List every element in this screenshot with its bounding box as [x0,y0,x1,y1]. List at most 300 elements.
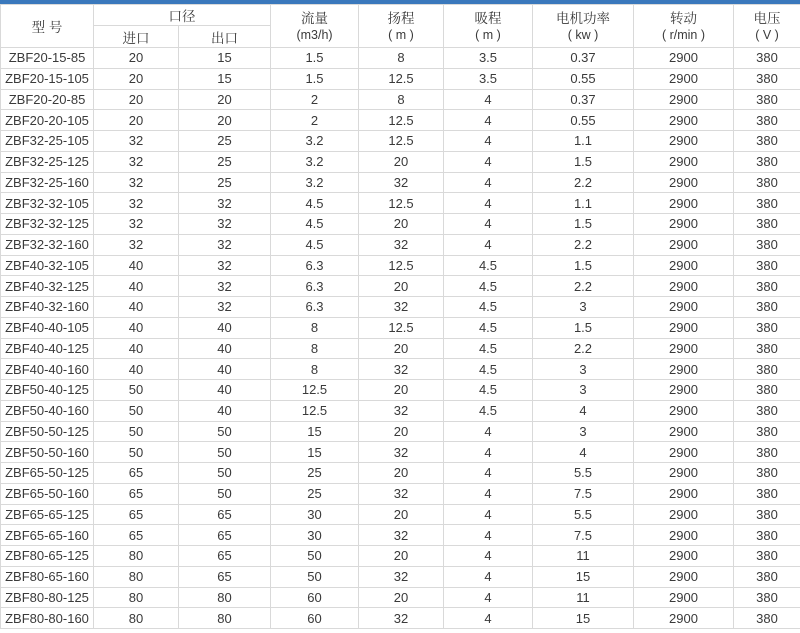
header-suction-label: 吸程 [474,10,502,26]
cell-head: 32 [359,566,444,587]
cell-flow: 8 [271,317,359,338]
cell-head: 20 [359,151,444,172]
table-row [1,463,800,484]
header-head-label: 扬程 [387,10,415,26]
header-row-top [1,5,800,26]
cell-power: 4 [533,442,634,463]
header-voltage-unit: ( V ) [755,27,779,42]
table-header [1,5,800,48]
cell-model: ZBF50-40-160 [1,400,94,421]
cell-suction: 4 [444,566,533,587]
cell-model: ZBF20-15-85 [1,48,94,69]
cell-inlet: 50 [94,442,179,463]
cell-voltage: 380 [734,110,800,131]
cell-flow: 60 [271,608,359,629]
cell-model: ZBF65-50-160 [1,483,94,504]
table-row [1,48,800,69]
cell-head: 32 [359,483,444,504]
cell-voltage: 380 [734,546,800,567]
cell-head: 20 [359,546,444,567]
cell-model: ZBF80-80-125 [1,587,94,608]
header-speed-label: 转动 [670,10,697,26]
cell-inlet: 80 [94,587,179,608]
cell-speed: 2900 [634,400,734,421]
cell-flow: 15 [271,442,359,463]
cell-head: 12.5 [359,131,444,152]
cell-model: ZBF65-65-125 [1,504,94,525]
cell-model: ZBF32-25-105 [1,131,94,152]
cell-head: 8 [359,48,444,69]
header-head [359,5,444,48]
cell-model: ZBF40-40-105 [1,317,94,338]
cell-voltage: 380 [734,151,800,172]
cell-flow: 6.3 [271,297,359,318]
cell-inlet: 65 [94,504,179,525]
table-row [1,214,800,235]
cell-suction: 4.5 [444,338,533,359]
table-row [1,442,800,463]
cell-flow: 12.5 [271,380,359,401]
table-row [1,172,800,193]
cell-head: 12.5 [359,68,444,89]
cell-power: 3 [533,421,634,442]
header-voltage-label: 电压 [753,10,781,26]
cell-power: 11 [533,587,634,608]
cell-head: 20 [359,276,444,297]
cell-voltage: 380 [734,214,800,235]
cell-power: 3 [533,380,634,401]
cell-speed: 2900 [634,214,734,235]
cell-suction: 4 [444,172,533,193]
table-body [1,48,800,629]
cell-voltage: 380 [734,89,800,110]
cell-flow: 1.5 [271,48,359,69]
table-row [1,608,800,629]
cell-speed: 2900 [634,338,734,359]
cell-voltage: 380 [734,463,800,484]
cell-voltage: 380 [734,48,800,69]
cell-head: 20 [359,214,444,235]
cell-head: 32 [359,442,444,463]
cell-flow: 15 [271,421,359,442]
cell-model: ZBF80-65-160 [1,566,94,587]
table-row [1,193,800,214]
cell-model: ZBF65-65-160 [1,525,94,546]
cell-inlet: 32 [94,131,179,152]
cell-inlet: 80 [94,566,179,587]
cell-outlet: 25 [179,151,271,172]
cell-model: ZBF40-40-125 [1,338,94,359]
cell-power: 2.2 [533,338,634,359]
cell-outlet: 65 [179,566,271,587]
cell-power: 1.5 [533,214,634,235]
cell-inlet: 32 [94,151,179,172]
cell-voltage: 380 [734,172,800,193]
cell-outlet: 65 [179,504,271,525]
cell-speed: 2900 [634,525,734,546]
cell-inlet: 40 [94,297,179,318]
table-row [1,338,800,359]
cell-power: 2.2 [533,172,634,193]
cell-power: 7.5 [533,483,634,504]
cell-power: 2.2 [533,234,634,255]
cell-speed: 2900 [634,566,734,587]
cell-suction: 4.5 [444,400,533,421]
cell-model: ZBF80-65-125 [1,546,94,567]
cell-model: ZBF50-40-125 [1,380,94,401]
cell-inlet: 40 [94,276,179,297]
cell-inlet: 40 [94,317,179,338]
cell-speed: 2900 [634,317,734,338]
cell-model: ZBF65-50-125 [1,463,94,484]
cell-inlet: 50 [94,380,179,401]
cell-suction: 3.5 [444,68,533,89]
cell-head: 12.5 [359,255,444,276]
cell-suction: 4.5 [444,317,533,338]
cell-model: ZBF32-32-105 [1,193,94,214]
cell-outlet: 15 [179,48,271,69]
cell-power: 4 [533,400,634,421]
cell-head: 8 [359,89,444,110]
cell-speed: 2900 [634,89,734,110]
table-row [1,151,800,172]
cell-power: 1.5 [533,255,634,276]
cell-outlet: 80 [179,587,271,608]
cell-speed: 2900 [634,276,734,297]
cell-suction: 4 [444,587,533,608]
cell-speed: 2900 [634,504,734,525]
cell-inlet: 20 [94,110,179,131]
pump-spec-table [0,4,800,629]
cell-voltage: 380 [734,338,800,359]
cell-voltage: 380 [734,587,800,608]
cell-speed: 2900 [634,193,734,214]
cell-suction: 4 [444,483,533,504]
cell-voltage: 380 [734,359,800,380]
cell-model: ZBF40-32-160 [1,297,94,318]
cell-inlet: 32 [94,214,179,235]
cell-voltage: 380 [734,483,800,504]
cell-voltage: 380 [734,276,800,297]
cell-flow: 6.3 [271,276,359,297]
cell-suction: 4 [444,442,533,463]
cell-speed: 2900 [634,483,734,504]
cell-voltage: 380 [734,400,800,421]
cell-model: ZBF40-32-105 [1,255,94,276]
cell-flow: 50 [271,566,359,587]
table-row [1,546,800,567]
cell-power: 7.5 [533,525,634,546]
cell-voltage: 380 [734,255,800,276]
cell-voltage: 380 [734,566,800,587]
cell-inlet: 65 [94,463,179,484]
cell-power: 15 [533,566,634,587]
cell-head: 20 [359,380,444,401]
table-row [1,110,800,131]
cell-power: 5.5 [533,504,634,525]
table-row [1,587,800,608]
cell-power: 1.1 [533,131,634,152]
cell-outlet: 40 [179,400,271,421]
cell-outlet: 25 [179,172,271,193]
cell-head: 12.5 [359,317,444,338]
header-speed-unit: ( r/min ) [661,27,706,42]
cell-flow: 50 [271,546,359,567]
cell-speed: 2900 [634,463,734,484]
cell-model: ZBF32-32-125 [1,214,94,235]
cell-power: 1.5 [533,151,634,172]
cell-flow: 60 [271,587,359,608]
cell-outlet: 32 [179,193,271,214]
cell-voltage: 380 [734,297,800,318]
table-row [1,421,800,442]
cell-power: 1.5 [533,317,634,338]
cell-head: 32 [359,234,444,255]
table-row [1,566,800,587]
cell-model: ZBF20-20-105 [1,110,94,131]
cell-flow: 30 [271,504,359,525]
cell-outlet: 32 [179,214,271,235]
cell-flow: 30 [271,525,359,546]
cell-outlet: 50 [179,442,271,463]
cell-inlet: 32 [94,172,179,193]
cell-speed: 2900 [634,297,734,318]
cell-outlet: 80 [179,608,271,629]
cell-voltage: 380 [734,68,800,89]
cell-inlet: 65 [94,483,179,504]
cell-voltage: 380 [734,608,800,629]
cell-speed: 2900 [634,359,734,380]
cell-power: 0.37 [533,48,634,69]
cell-head: 12.5 [359,110,444,131]
header-head-unit: ( m ) [388,27,414,42]
cell-suction: 4 [444,463,533,484]
cell-voltage: 380 [734,442,800,463]
cell-suction: 4 [444,525,533,546]
cell-outlet: 50 [179,463,271,484]
cell-suction: 4 [444,504,533,525]
cell-speed: 2900 [634,546,734,567]
cell-outlet: 25 [179,131,271,152]
cell-head: 20 [359,421,444,442]
cell-power: 0.55 [533,110,634,131]
header-outlet: 出口 [179,26,271,48]
cell-flow: 8 [271,338,359,359]
cell-voltage: 380 [734,131,800,152]
cell-speed: 2900 [634,255,734,276]
cell-flow: 6.3 [271,255,359,276]
cell-model: ZBF20-20-85 [1,89,94,110]
cell-head: 32 [359,608,444,629]
cell-power: 15 [533,608,634,629]
cell-suction: 4.5 [444,380,533,401]
cell-inlet: 50 [94,400,179,421]
cell-head: 20 [359,338,444,359]
header-suction-unit: ( m ) [475,27,501,42]
cell-suction: 4.5 [444,276,533,297]
header-suction [444,5,533,48]
cell-inlet: 32 [94,193,179,214]
header-voltage [734,5,800,48]
cell-outlet: 20 [179,89,271,110]
cell-power: 5.5 [533,463,634,484]
cell-outlet: 40 [179,338,271,359]
cell-inlet: 40 [94,338,179,359]
cell-suction: 4 [444,546,533,567]
header-power [533,5,634,48]
cell-model: ZBF32-25-160 [1,172,94,193]
cell-power: 0.37 [533,89,634,110]
cell-inlet: 40 [94,359,179,380]
cell-power: 11 [533,546,634,567]
cell-flow: 3.2 [271,172,359,193]
cell-inlet: 80 [94,546,179,567]
cell-power: 1.1 [533,193,634,214]
cell-speed: 2900 [634,608,734,629]
cell-flow: 2 [271,110,359,131]
cell-head: 20 [359,463,444,484]
header-speed [634,5,734,48]
cell-model: ZBF32-25-125 [1,151,94,172]
cell-suction: 4 [444,608,533,629]
cell-outlet: 40 [179,359,271,380]
header-flow-label: 流量 [301,10,328,26]
cell-suction: 4.5 [444,359,533,380]
cell-voltage: 380 [734,504,800,525]
cell-head: 20 [359,587,444,608]
cell-voltage: 380 [734,317,800,338]
cell-head: 32 [359,525,444,546]
cell-outlet: 32 [179,276,271,297]
cell-inlet: 50 [94,421,179,442]
cell-flow: 25 [271,483,359,504]
cell-power: 3 [533,359,634,380]
cell-head: 20 [359,504,444,525]
cell-voltage: 380 [734,234,800,255]
header-diameter-group: 口径 [94,5,271,26]
cell-flow: 8 [271,359,359,380]
cell-model: ZBF20-15-105 [1,68,94,89]
cell-head: 12.5 [359,193,444,214]
cell-suction: 4 [444,193,533,214]
cell-outlet: 15 [179,68,271,89]
cell-speed: 2900 [634,68,734,89]
cell-suction: 4 [444,214,533,235]
cell-speed: 2900 [634,587,734,608]
table-row [1,525,800,546]
cell-outlet: 32 [179,255,271,276]
cell-outlet: 65 [179,525,271,546]
cell-model: ZBF40-40-160 [1,359,94,380]
cell-inlet: 20 [94,89,179,110]
table-row [1,483,800,504]
cell-speed: 2900 [634,151,734,172]
cell-inlet: 20 [94,68,179,89]
cell-outlet: 65 [179,546,271,567]
cell-outlet: 50 [179,421,271,442]
cell-outlet: 40 [179,380,271,401]
cell-suction: 4 [444,131,533,152]
cell-speed: 2900 [634,48,734,69]
cell-outlet: 40 [179,317,271,338]
cell-flow: 4.5 [271,193,359,214]
cell-suction: 4 [444,151,533,172]
cell-outlet: 20 [179,110,271,131]
header-inlet: 进口 [94,26,179,48]
cell-inlet: 32 [94,234,179,255]
cell-flow: 3.2 [271,131,359,152]
cell-inlet: 20 [94,48,179,69]
cell-flow: 25 [271,463,359,484]
cell-model: ZBF40-32-125 [1,276,94,297]
cell-speed: 2900 [634,421,734,442]
table-row [1,234,800,255]
cell-outlet: 32 [179,234,271,255]
cell-speed: 2900 [634,234,734,255]
cell-suction: 4 [444,421,533,442]
cell-voltage: 380 [734,421,800,442]
cell-model: ZBF80-80-160 [1,608,94,629]
cell-head: 32 [359,359,444,380]
cell-power: 3 [533,297,634,318]
cell-flow: 1.5 [271,68,359,89]
cell-flow: 3.2 [271,151,359,172]
table-row [1,504,800,525]
cell-flow: 4.5 [271,214,359,235]
header-flow [271,5,359,48]
table-row [1,131,800,152]
cell-inlet: 80 [94,608,179,629]
cell-voltage: 380 [734,525,800,546]
table-row [1,255,800,276]
cell-flow: 12.5 [271,400,359,421]
cell-speed: 2900 [634,442,734,463]
cell-model: ZBF50-50-160 [1,442,94,463]
table-row [1,317,800,338]
cell-head: 32 [359,400,444,421]
cell-inlet: 65 [94,525,179,546]
cell-voltage: 380 [734,380,800,401]
table-row [1,359,800,380]
cell-suction: 4.5 [444,255,533,276]
header-flow-unit: (m3/h) [296,27,333,42]
cell-model: ZBF32-32-160 [1,234,94,255]
table-row [1,89,800,110]
table-row [1,400,800,421]
cell-suction: 4 [444,110,533,131]
cell-suction: 4.5 [444,297,533,318]
cell-outlet: 32 [179,297,271,318]
cell-speed: 2900 [634,110,734,131]
cell-suction: 3.5 [444,48,533,69]
cell-flow: 2 [271,89,359,110]
cell-power: 2.2 [533,276,634,297]
cell-outlet: 50 [179,483,271,504]
cell-speed: 2900 [634,131,734,152]
header-power-unit: ( kw ) [567,27,599,42]
cell-power: 0.55 [533,68,634,89]
cell-model: ZBF50-50-125 [1,421,94,442]
table-row [1,68,800,89]
table-row [1,297,800,318]
cell-speed: 2900 [634,172,734,193]
header-model: 型 号 [1,5,94,48]
cell-head: 32 [359,172,444,193]
cell-head: 32 [359,297,444,318]
header-power-label: 电机功率 [556,10,610,26]
cell-speed: 2900 [634,380,734,401]
cell-voltage: 380 [734,193,800,214]
